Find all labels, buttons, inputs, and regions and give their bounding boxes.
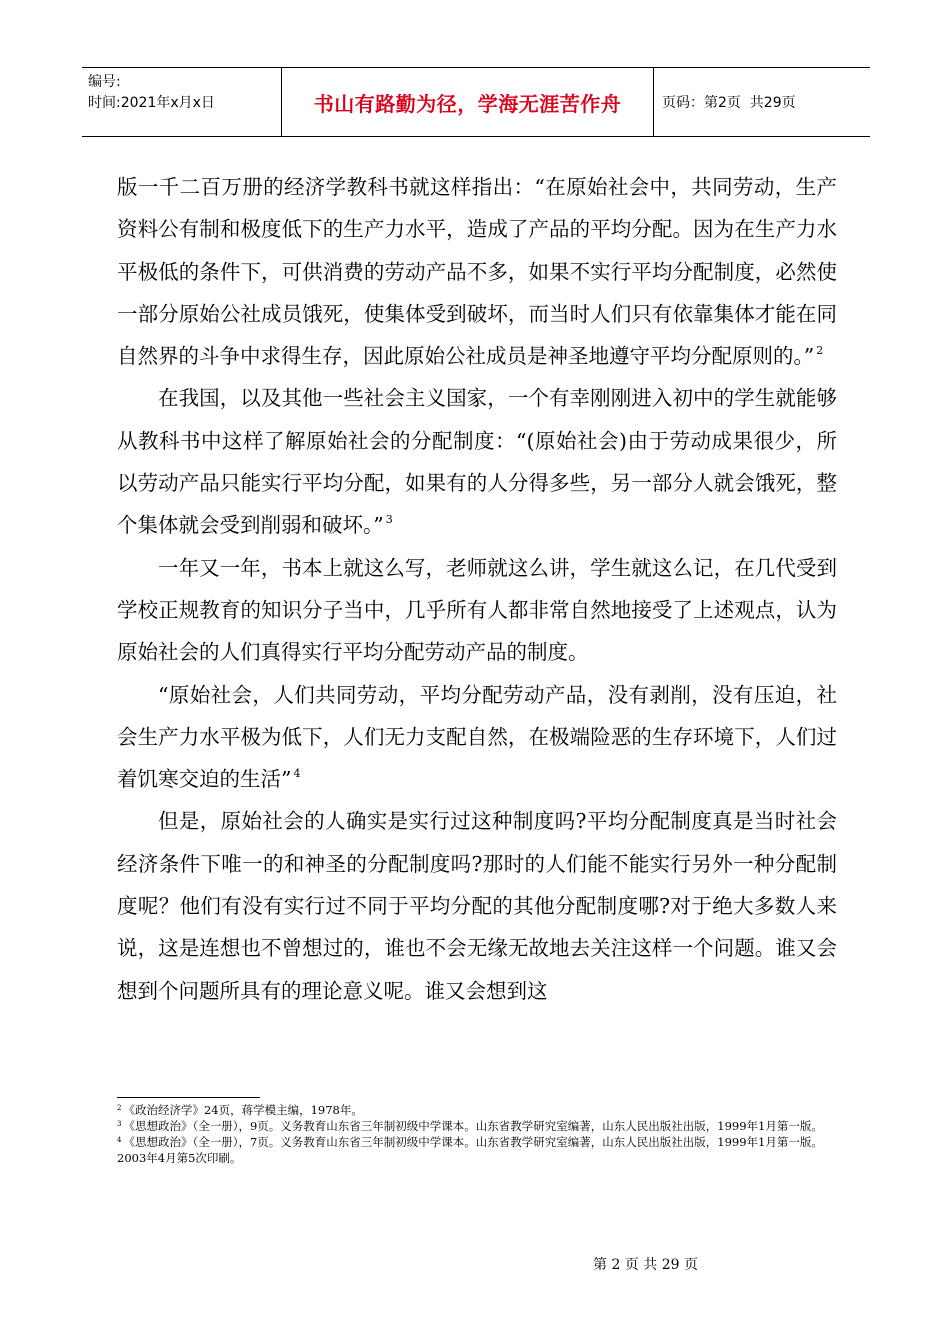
footnote — [117, 1134, 837, 1166]
document-time-label: 时间:2021年x月x日 — [88, 95, 215, 111]
paragraph — [117, 547, 837, 674]
header-page-info-text: 页码：第2页 共29页 — [662, 95, 796, 111]
footnote — [117, 1118, 837, 1134]
paragraph-text: “原始社会，人们共同劳动，平均分配劳动产品，没有剥削，没有压迫，社会生产力水平极为低下，人们无力支配自然，在极端险恶的生存环境下，人们过着饥寒交迫的生活” — [117, 682, 837, 792]
footnote-mark: 4 — [117, 1136, 122, 1144]
page-header — [82, 67, 870, 137]
footnote-mark: 2 — [117, 1104, 122, 1112]
footnote — [117, 1102, 837, 1118]
paragraph — [117, 674, 837, 801]
paragraph — [117, 800, 837, 1011]
footnotes — [117, 1102, 837, 1166]
paragraph-text: 在我国，以及其他一些社会主义国家，一个有幸刚刚进入初中的学生就能够从教科书中这样了解原始社会的分配制度：“(原始社会)由于劳动成果很少，所以劳动产品只能实行平均分配，如果有的人分得多些，另一部分人就会饿死，整个集体就会受到削弱和破坏。” — [117, 386, 837, 538]
footnote-divider — [117, 1097, 260, 1098]
header-motto: 书山有路勤为径，学海无涯苦作舟 — [282, 68, 654, 136]
footnote-ref: 4 — [293, 767, 301, 781]
body-text — [117, 166, 837, 1012]
footnote-ref: 3 — [385, 513, 393, 527]
footnote-text: 《政治经济学》24页，蒋学模主编，1978年。 — [123, 1103, 363, 1117]
paragraph — [117, 377, 837, 546]
paragraph-text: 一年又一年，书本上就这么写，老师就这么讲，学生就这么记，在几代受到学校正规教育的知识分子当中，几乎所有人都非常自然地接受了上述观点，认为原始社会的人们真得实行平均分配劳动产品的制度。 — [117, 555, 837, 665]
footnote-mark: 3 — [117, 1120, 122, 1128]
header-meta — [82, 68, 282, 136]
document-number-label: 编号: — [88, 74, 121, 90]
footnote-text: 《思想政治》（全一册），9页。义务教育山东省三年制初级中学课本。山东省教学研究室编著，山东人民出版社出版，1999年1月第一版。 — [123, 1119, 823, 1133]
header-page-info — [654, 68, 870, 136]
paragraph-text: 版一千二百万册的经济学教科书就这样指出：“在原始社会中，共同劳动，生产资料公有制和极度低下的生产力水平，造成了产品的平均分配。因为在生产力水平极低的条件下，可供消费的劳动产品不多，如果不实行平均分配制度，必然使一部分原始公社成员饿死，使集体受到破坏，而当时人们只有依靠集体才能在同自然界的斗争中求得生存，因此原始公社成员是神圣地遵守平均分配原则的。” — [117, 175, 837, 369]
footnote-text: 《思想政治》（全一册），7页。义务教育山东省三年制初级中学课本。山东省教学研究室编著，山东人民出版社出版，1999年1月第一版。2003年4月第5次印刷。 — [117, 1135, 823, 1165]
footnote-ref: 2 — [816, 344, 824, 358]
paragraph-text: 但是，原始社会的人确实是实行过这种制度吗?平均分配制度真是当时社会经济条件下唯一的和神圣的分配制度吗?那时的人们能不能实行另外一种分配制度呢？他们有没有实行过不同于平均分配的其他分配制度哪?对于绝大多数人来说，这是连想也不曾想过的，谁也不会无缘无故地去关注这样一个问题。谁又会想到个问题所具有的理论意义呢。谁又会想到这 — [117, 809, 837, 1003]
page-footer: 第 2 页 共 29 页 — [593, 1257, 698, 1273]
paragraph — [117, 166, 837, 377]
